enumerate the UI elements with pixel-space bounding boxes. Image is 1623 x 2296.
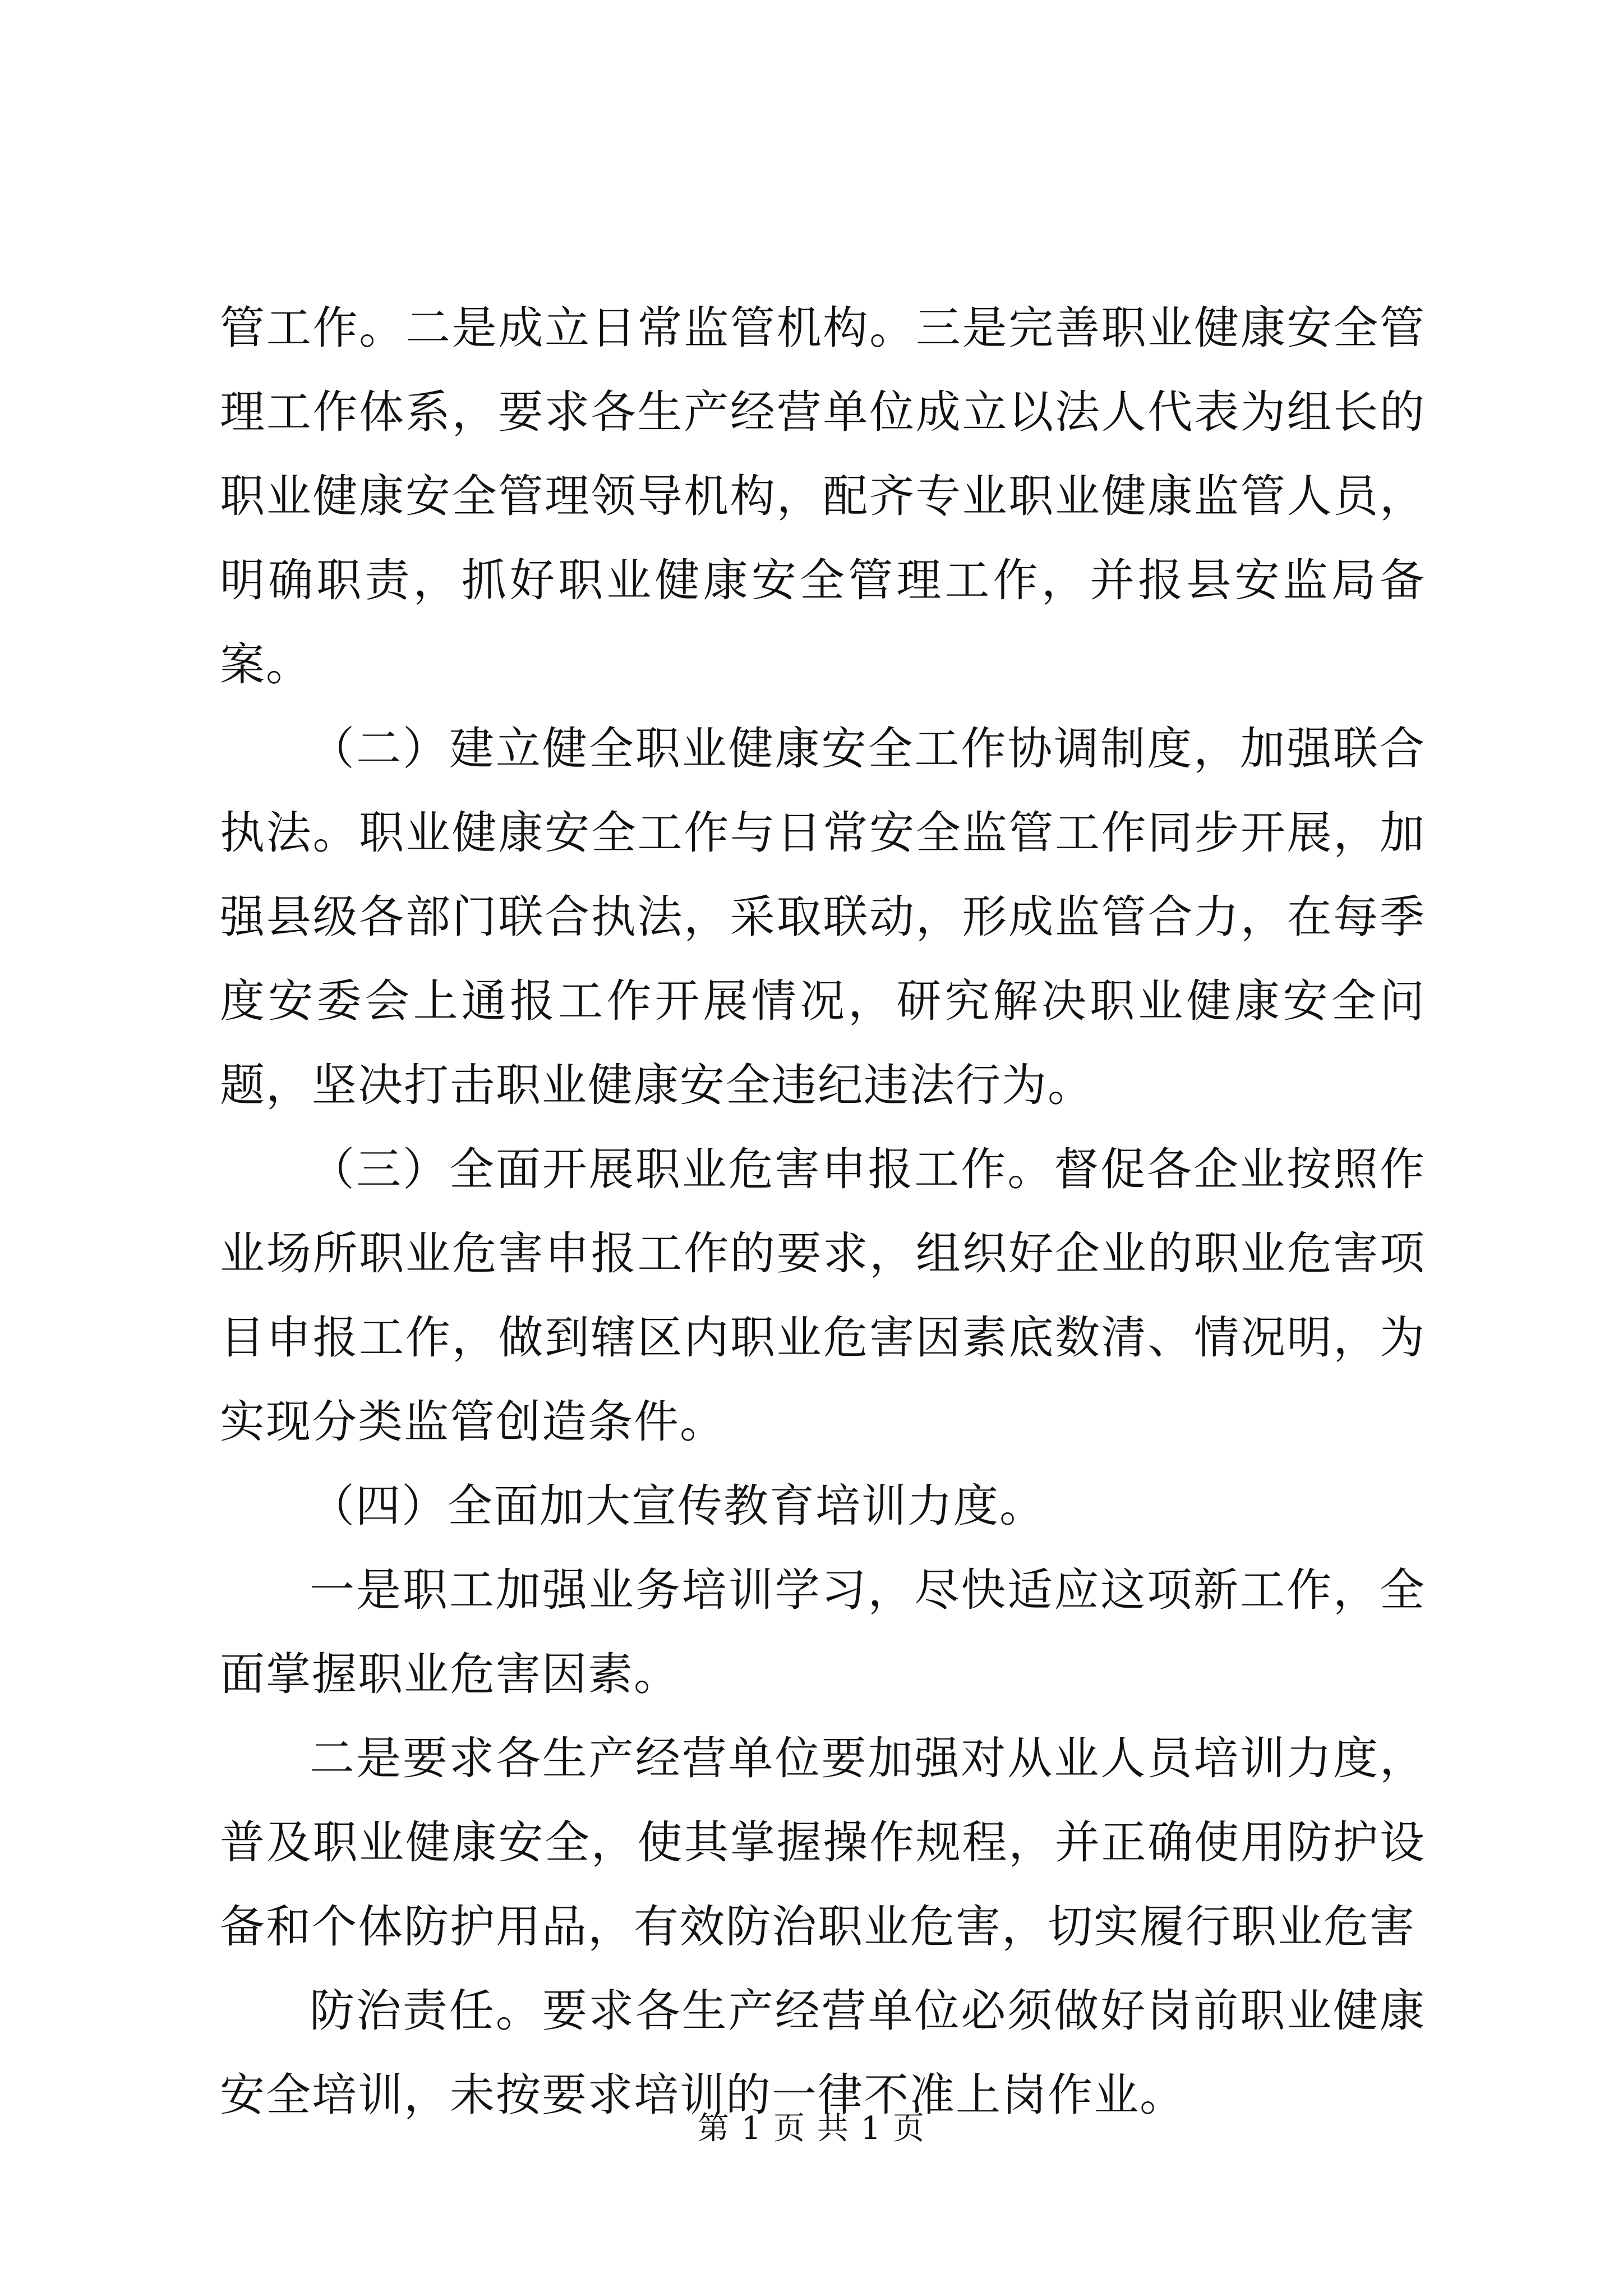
paragraph-section-3: （三）全面开展职业危害申报工作。督促各企业按照作业场所职业危害申报工作的要求，组织好企业的职业危害项目申报工作，做到辖区内职业危害因素底数清、情况明，为实现分类监管创造条件。: [220, 1143, 1426, 1448]
document-body: [220, 286, 1426, 2137]
paragraph-item-2-continued: 防治责任。要求各生产经营单位必须做好岗前职业健康安全培训，未按要求培训的一律不准上岗作业。: [220, 1985, 1426, 2121]
paragraph-section-2: （二）建立健全职业健康安全工作协调制度，加强联合执法。职业健康安全工作与日常安全监管工作同步开展，加强县级各部门联合执法，采取联动，形成监管合力，在每季度安委会上通报工作开展情况，研究解决职业健康安全问题，坚决打击职业健康安全违纪违法行为。: [220, 723, 1426, 1111]
paragraph-section-4-heading: （四）全面加大宣传教育培训力度。: [310, 1480, 1045, 1532]
paragraph-continuation: 管工作。二是成立日常监管机构。三是完善职业健康安全管理工作体系，要求各生产经营单位成立以法人代表为组长的职业健康安全管理领导机构，配齐专业职业健康监管人员，明确职责，抓好职业健康安全管理工作，并报县安监局备案。: [220, 302, 1426, 691]
paragraph-item-1: 一是职工加强业务培训学习，尽快适应这项新工作，全面掌握职业危害因素。: [220, 1564, 1426, 1700]
page-footer: 第 1 页 共 1 页: [697, 2110, 926, 2147]
paragraph-item-2: 二是要求各生产经营单位要加强对从业人员培训力度，普及职业健康安全，使其掌握操作规程，并正确使用防护设备和个体防护用品，有效防治职业危害，切实履行职业危害: [220, 1732, 1426, 1953]
